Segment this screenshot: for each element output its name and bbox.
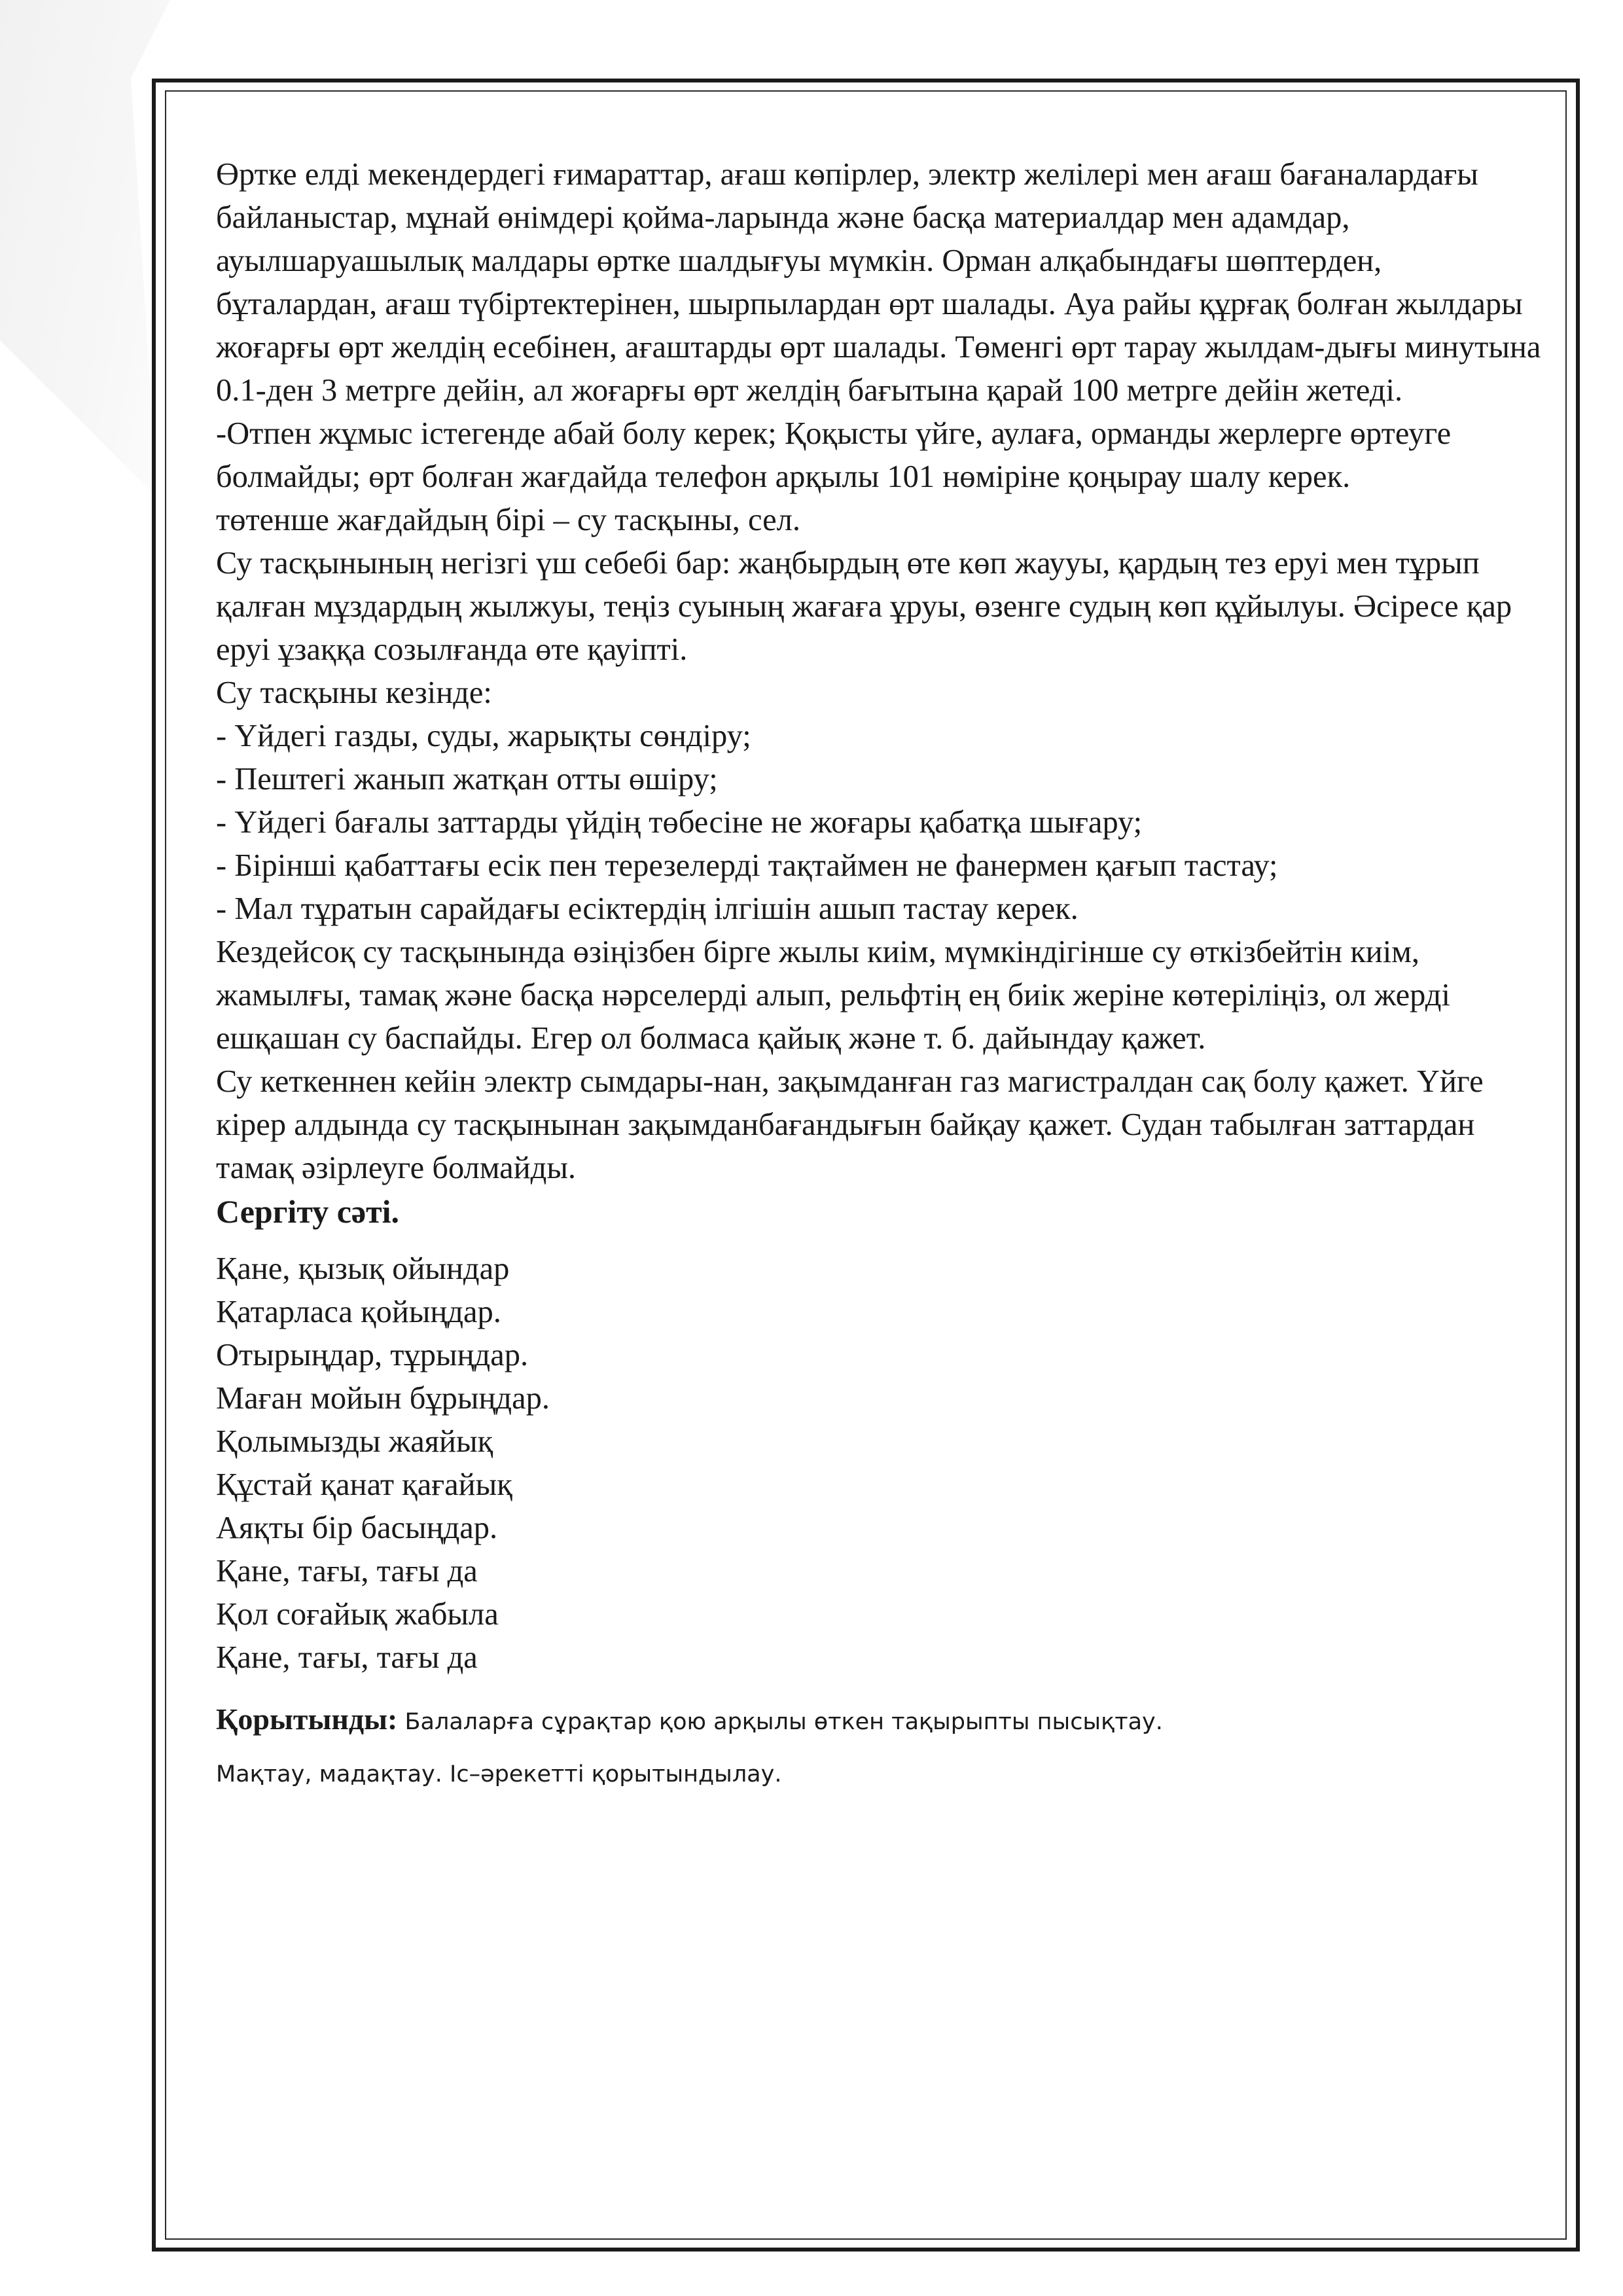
conclusion-line-1 <box>216 1703 1544 1738</box>
poem-line: Қол соғайық жабыла <box>216 1597 499 1632</box>
conclusion-text-1: Балаларға сұрақтар қою арқылы өткен тақырыпты пысықтау. <box>397 1709 1163 1735</box>
poem-line: Қане, тағы, тағы да <box>216 1554 478 1588</box>
document-content <box>216 153 1544 1791</box>
paragraph-fire-hazards: Өртке елді мекендердегі ғимараттар, ағаш көпірлер, электр желілері мен ағаш бағаналардағы байланыстар, мұнай өнімдері қойма-ларында және басқа материалдар мен адамдар, ауылшаруашылық малдары өртке шалдығуы мүмкін. Орман алқабындағы шөптерден, бұталардан, ағаш түбіртектерінен, шырпылардан өрт шалады. Ауа райы құрғақ болған жылдары жоғарғы өрт желдің есебінен, ағаштарды өрт шалады. Төменгі өрт тарау жылдам-дығы минутына 0.1-ден 3 метрге дейін, ал жоғарғы өрт желдің бағытына қарай 100 метрге дейін жетеді. <box>216 157 1541 408</box>
poem <box>216 1247 1544 1679</box>
paragraph-flood-causes: Су тасқынының негізгі үш себебі бар: жаңбырдың өте көп жаууы, қардың тез еруі мен тұрып қалған мұздардың жылжуы, теңіз суының жағаға ұруы, өзенге судың көп құйылуы. Әсіресе қар еруі ұзаққа созылғанда өте қауіпті. <box>216 546 1512 667</box>
list-item: - Бірінші қабаттағы есік пен терезелерді тақтаймен не фанермен қағып тастау; <box>216 848 1278 883</box>
poem-line: Маған мойын бұрыңдар. <box>216 1381 550 1416</box>
poem-line: Аяқты бір басыңдар. <box>216 1511 498 1545</box>
poem-line: Қатарласа қойыңдар. <box>216 1295 501 1329</box>
paragraph-flood-during: Су тасқыны кезінде: <box>216 675 492 710</box>
poem-line: Қане, қызық ойындар <box>216 1251 510 1286</box>
poem-line: Отырыңдар, тұрыңдар. <box>216 1338 529 1372</box>
paragraph-sudden-flood: Кездейсоқ су тасқынында өзіңізбен бірге жылы киім, мүмкіндігінше су өткізбейтін киім, жамылғы, тамақ және басқа нәрселерді алып, рельфтің ең биік жеріне көтеріліңіз, ол жерді ешқашан су баспайды. Егер ол болмаса қайық және т. б. дайындау қажет. <box>216 935 1450 1056</box>
list-item: - Мал тұратын сарайдағы есіктердің ілгішін ашып тастау керек. <box>216 891 1079 926</box>
poem-line: Қане, тағы, тағы да <box>216 1640 478 1675</box>
list-item: - Үйдегі бағалы заттарды үйдің төбесіне не жоғары қабатқа шығару; <box>216 805 1143 840</box>
conclusion <box>216 1703 1544 1791</box>
poem-line: Құстай қанат қағайық <box>216 1467 512 1502</box>
section-heading: Сергіту сәті. <box>216 1193 400 1230</box>
conclusion-label: Қорытынды: <box>216 1702 398 1736</box>
paragraph-fire-safety-rules: -Отпен жұмыс істегенде абай болу керек; Қоқысты үйге, аулаға, орманды жерлерге өртеуге болмайды; өрт болған жағдайда телефон арқылы 101 нөміріне қоңырау шалу керек. <box>216 416 1452 494</box>
list-item: - Үйдегі газды, суды, жарықты сөндіру; <box>216 719 751 753</box>
body-text <box>216 153 1544 1190</box>
paragraph-flood-intro: төтенше жағдайдың бірі – су тасқыны, сел. <box>216 503 800 537</box>
conclusion-line-2: Мақтау, мадақтау. Іс–әрекетті қорытындылау. <box>216 1761 782 1787</box>
poem-line: Қолымызды жаяйық <box>216 1424 493 1459</box>
paragraph-after-flood: Су кеткеннен кейін электр сымдары-нан, зақымданған газ магистралдан сақ болу қажет. Үйге кірер алдында су тасқынынан зақымданбағандығын байқау қажет. Судан табылған заттардан тамақ әзірлеуге болмайды. <box>216 1064 1484 1185</box>
list-item: - Пештегі жанып жатқан отты өшіру; <box>216 762 718 797</box>
